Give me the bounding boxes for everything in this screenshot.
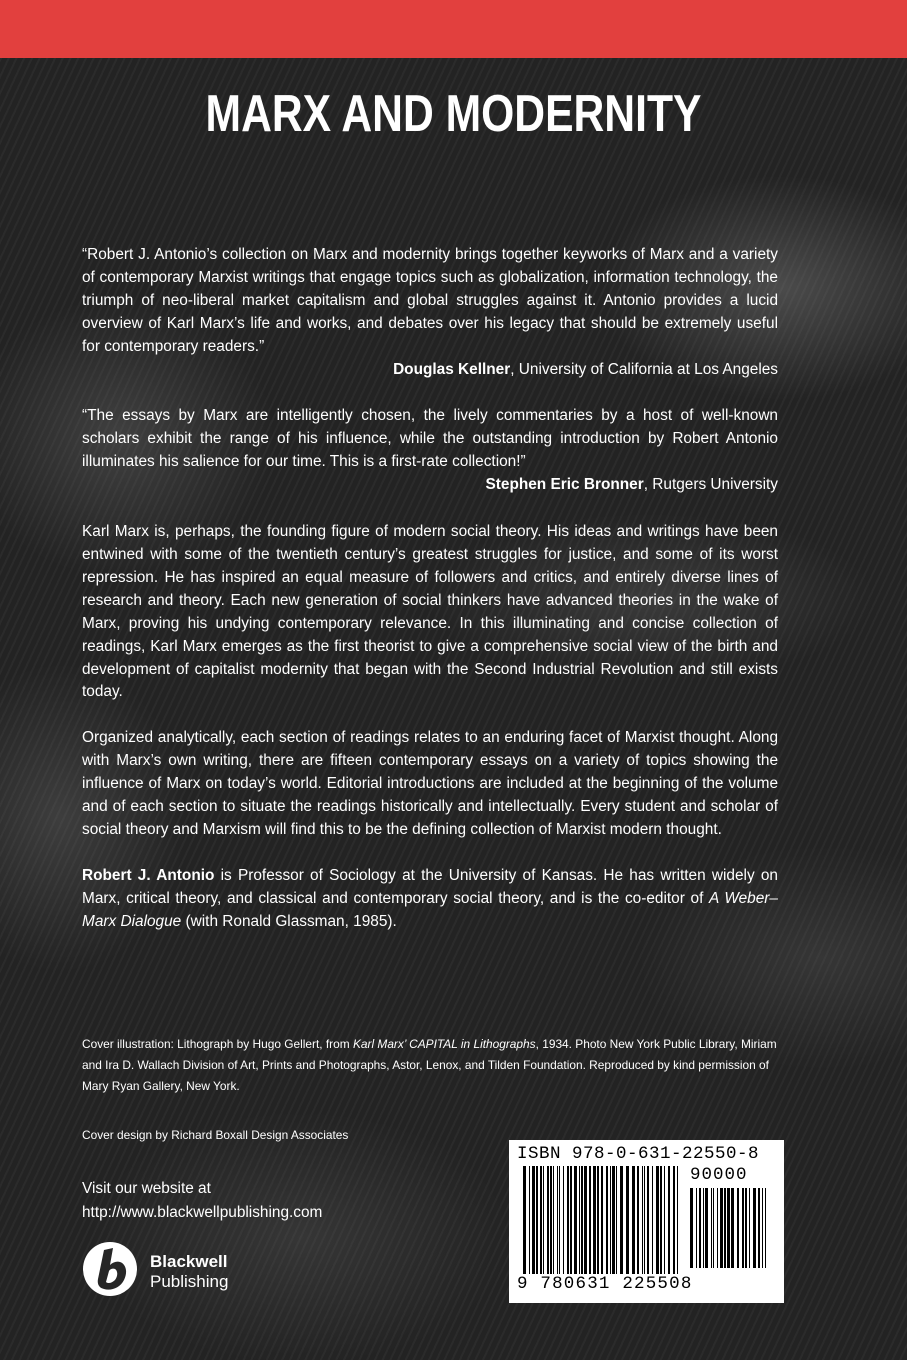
blackwell-logo-icon (82, 1241, 138, 1297)
website-url[interactable]: http://www.blackwellpublishing.com (82, 1204, 323, 1221)
publisher-name-line1: Blackwell (150, 1252, 228, 1271)
quote-kellner: “Robert J. Antonio’s collection on Marx and modernity brings together keyworks of Marx and a variety of contemporary Marxist writings that engage topics such as globalization, information technology, the triumph of neo-liberal market capitalism and global struggles against it. Antonio provides a lucid overview of Karl Marx’s life and works, and debates over his legacy that should be extremely useful for contemporary readers.” (82, 246, 778, 355)
description-paragraph-2: Organized analytically, each section of readings relates to an enduring facet of Marxist thought. Along with Marx’s own writing, there are fifteen contemporary essays on a variety of topics showing the influence of Marx on today’s world. Editorial introductions are included at the beginning of the volume and of each section to situate the readings historically and intellectually. Every student and scholar of social theory and Marxism will find this to be the defining collection of Marxist modern thought. (82, 729, 778, 838)
publisher-logo-text (150, 1252, 228, 1292)
quote-kellner-affiliation: , University of California at Los Angeles (510, 360, 778, 378)
cover-credit-pre: Cover illustration: Lithograph by Hugo Gellert, from (82, 1037, 353, 1051)
author-bio-text: is Professor of Sociology at the University of Kansas. He has written widely on Marx, critical theory, and classical and contemporary social theory, and is the co-editor of (82, 866, 778, 907)
quote-kellner-attribution (82, 359, 778, 382)
quote-bronner-attribution (82, 474, 778, 497)
quote-bronner-affiliation: , Rutgers University (643, 476, 778, 494)
quote-bronner-author: Stephen Eric Bronner (485, 476, 644, 494)
isbn-text: ISBN 978-0-631-22550-8 (517, 1144, 760, 1164)
author-name: Robert J. Antonio (82, 866, 215, 884)
quote-bronner: “The essays by Marx are intelligently chosen, the lively commentaries by a host of well-known scholars exhibit the range of his influence, while the outstanding introduction by Robert Antonio illuminates his salience for our time. This is a first-rate collection!” (82, 407, 778, 471)
cover-design-credit: Cover design by Richard Boxall Design Associates (82, 1128, 349, 1142)
quote-kellner-author: Douglas Kellner (393, 360, 511, 378)
author-bio-tail: (with Ronald Glassman, 1985). (181, 912, 397, 930)
price-code: 90000 (690, 1165, 748, 1185)
isbn-barcode (509, 1140, 784, 1303)
website-block (82, 1177, 322, 1225)
author-bio-book: A Weber–Marx Dialogue (82, 889, 778, 930)
barcode-main-bars (523, 1166, 683, 1278)
author-bio (82, 865, 778, 934)
cover-credit-book: Karl Marx’ CAPITAL in Lithographs (352, 1037, 536, 1051)
website-label: Visit our website at (82, 1180, 211, 1197)
book-title: MARX AND MODERNITY (205, 85, 702, 143)
cover-illustration-credit (82, 1034, 782, 1097)
ean-digits: 9 780631 225508 (517, 1274, 693, 1294)
barcode-addon-bars (690, 1188, 774, 1268)
description-paragraph-1: Karl Marx is, perhaps, the founding figure of modern social theory. His ideas and writings have been entwined with some of the twentieth century’s greatest struggles for justice, and some of its worst repression. He has inspired an equal measure of followers and critics, and entirely diverse lines of research and theory. Each new generation of social thinkers have advanced theories in the wake of Marx, proving his undying contemporary relevance. In this illuminating and concise collection of readings, Karl Marx emerges as the first theorist to give a comprehensive social view of the birth and development of capitalist modernity that began with the Second Industrial Revolution and still exists today. (82, 523, 778, 701)
cover-credit-post: , 1934. Photo New York Public Library, Miriam and Ira D. Wallach Division of Art, Prints and Photographs, Astor, Lenox, and Tilden Foundation. Reproduced by kind permission of Mary Ryan Gallery, New York. (82, 1037, 777, 1093)
back-cover-text (82, 244, 778, 934)
top-red-band (0, 0, 907, 58)
publisher-name-line2: Publishing (150, 1272, 229, 1291)
